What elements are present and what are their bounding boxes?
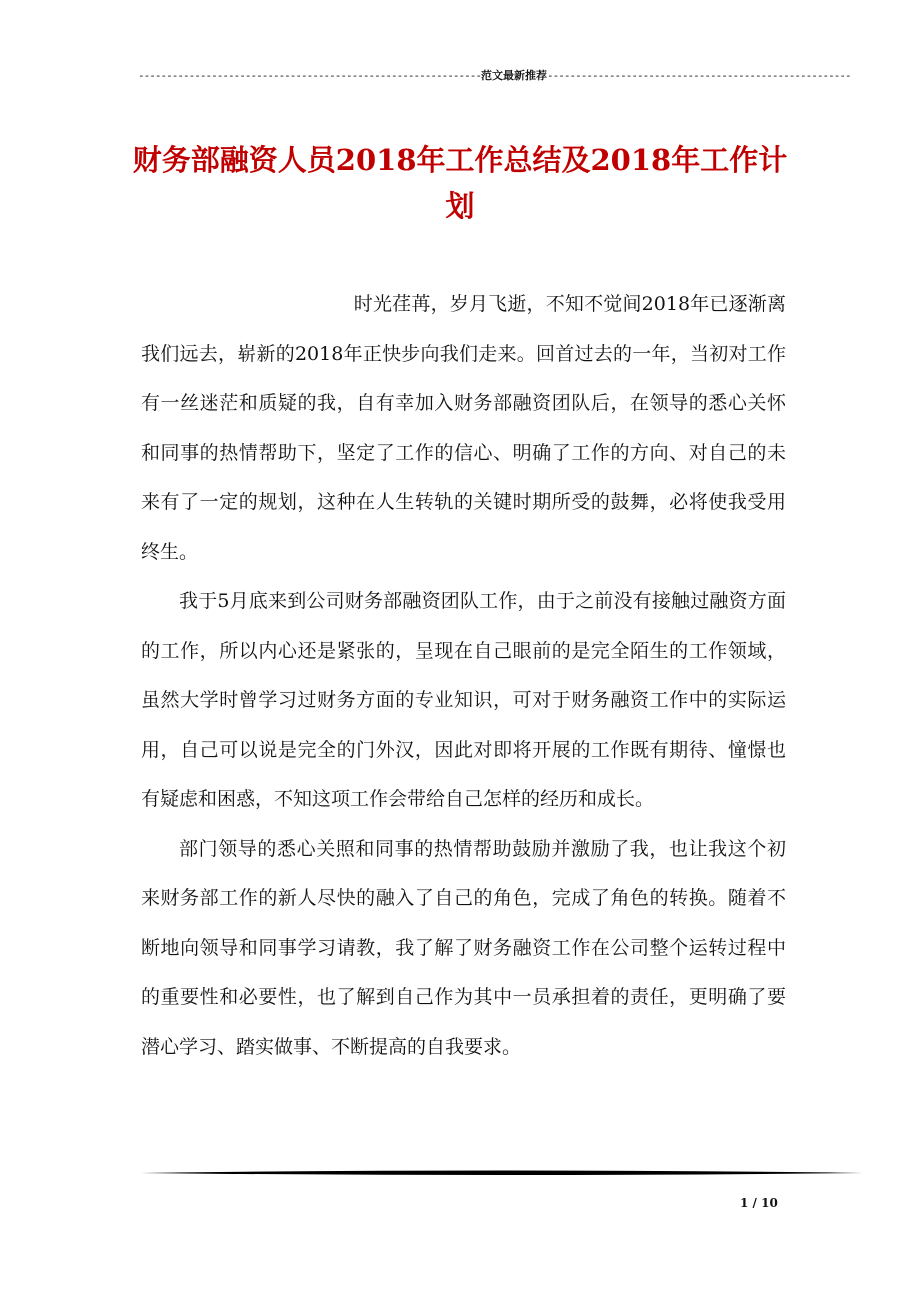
paragraph-1: 时光荏苒，岁月飞逝，不知不觉间2018年已逐渐离我们远去，崭新的2018年正快步向我们走来。回首过去的一年，当初对工作有一丝迷茫和质疑的我，自有幸加入财务部融资团队后，在领导的悉心关怀和同事的热情帮助下，坚定了工作的信心、明确了工作的方向、对自己的未来有了一定的规划，这种在人生转轨的关键时期所受的鼓舞，必将使我受用终生。	[141, 293, 786, 563]
document-body	[141, 280, 786, 1072]
paragraph-2: 我于5月底来到公司财务部融资团队工作，由于之前没有接触过融资方面的工作，所以内心还是紧张的，呈现在自己眼前的是完全陌生的工作领域，虽然大学时曾学习过财务方面的专业知识，可对于财务融资工作中的实际运用，自己可以说是完全的门外汉，因此对即将开展的工作既有期待、憧憬也有疑虑和困惑，不知这项工作会带给自己怎样的经历和成长。	[141, 590, 786, 810]
page-number: 1 / 10	[740, 1196, 778, 1210]
page-header	[138, 68, 851, 84]
header-dashes-left: -------------------------------------------------------------	[138, 69, 481, 82]
header-label: 范文最新推荐	[480, 69, 547, 82]
paragraph-3: 部门领导的悉心关照和同事的热情帮助鼓励并激励了我，也让我这个初来财务部工作的新人尽快的融入了自己的角色，完成了角色的转换。随着不断地向领导和同事学习请教，我了解了财务融资工作在公司整个运转过程中的重要性和必要性，也了解到自己作为其中一员承担着的责任，更明确了要潜心学习、踏实做事、不断提高的自我要求。	[141, 837, 786, 1058]
header-dashes-right: ------------------------------------------------------	[546, 69, 851, 82]
footer-divider	[141, 1168, 863, 1178]
document-title: 财务部融资人员2018年工作总结及2018年工作计划	[132, 143, 788, 224]
